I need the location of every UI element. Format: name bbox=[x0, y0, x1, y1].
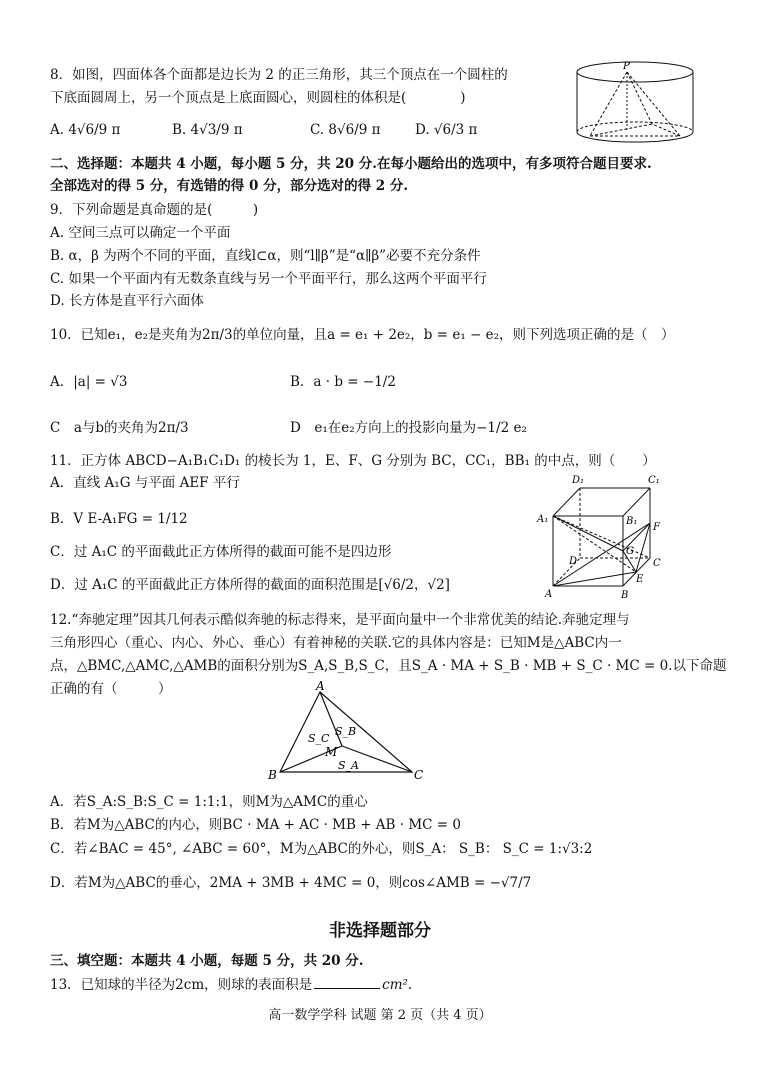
q13-text-before: 13．已知球的半径为2cm，则球的表面积是 bbox=[50, 977, 313, 993]
q9-option-a: A. 空间三点可以确定一个平面 bbox=[50, 225, 231, 241]
q8-stem-line2: 下底面圆周上，另一个顶点是上底面圆心，则圆柱的体积是( ) bbox=[50, 90, 466, 106]
q10-option-b: B．a · b = −1/2 bbox=[290, 374, 396, 390]
non-choice-section-title: 非选择题部分 bbox=[329, 921, 431, 941]
q12-label-m: M bbox=[325, 745, 338, 759]
section3-heading: 三、填空题：本题共 4 小题，每题 5 分，共 20 分. bbox=[50, 953, 364, 969]
q8-stem-line1: 8．如图，四面体各个面都是边长为 2 的正三角形，其三个顶点在一个圆柱的 bbox=[50, 67, 508, 83]
q11-label-e: E bbox=[636, 574, 644, 585]
q8-figure-label-p: P bbox=[623, 61, 630, 72]
q12-line2: 三角形四心（重心、内心、外心、垂心）有着神秘的关联.它的具体内容是：已知M是△ABC内一 bbox=[50, 635, 622, 651]
q8-option-a: A. 4√6/9 π bbox=[50, 122, 121, 138]
q10-stem: 10．已知e₁，e₂是夹角为2π/3的单位向量，且a = e₁ + 2e₂，b = e₁ − e₂，则下列选项正确的是（ ） bbox=[50, 327, 675, 343]
q13-answer-blank bbox=[314, 975, 380, 989]
q12-label-sa: S_A bbox=[338, 759, 359, 772]
q11-cube-figure bbox=[535, 474, 675, 604]
q12-label-b: B bbox=[268, 768, 277, 782]
q11-label-c: C bbox=[653, 558, 661, 569]
q12-option-a: A．若S_A:S_B:S_C = 1:1:1，则M为△AMC的重心 bbox=[50, 794, 368, 810]
q13-line bbox=[50, 975, 412, 994]
section2-heading-line2: 全部选对的得 5 分，有选错的得 0 分，部分选对的得 2 分. bbox=[50, 178, 409, 194]
q11-label-d1: D₁ bbox=[572, 475, 585, 486]
q11-stem: 11．正方体 ABCD−A₁B₁C₁D₁ 的棱长为 1，E、F、G 分别为 BC，CC₁，BB₁ 的中点，则（ ） bbox=[50, 453, 656, 469]
q10-option-d: D e₁在e₂方向上的投影向量为−1/2 e₂ bbox=[290, 420, 527, 436]
q12-label-sc: S_C bbox=[308, 732, 330, 745]
q9-option-b: B. α，β 为两个不同的平面，直线l⊂α，则“l∥β”是“α∥β”必要不充分条件 bbox=[50, 248, 481, 264]
q9-option-c: C. 如果一个平面内有无数条直线与另一个平面平行，那么这两个平面平行 bbox=[50, 271, 487, 287]
q11-label-a: A bbox=[545, 589, 553, 600]
q8-cylinder-figure bbox=[570, 58, 700, 150]
q11-label-b: B bbox=[621, 590, 629, 601]
q10-option-a: A．|a| = √3 bbox=[50, 374, 128, 390]
q9-stem: 9．下列命题是真命题的是( ) bbox=[50, 202, 259, 218]
q11-label-f: F bbox=[653, 522, 660, 533]
q12-option-c: C．若∠BAC = 45°, ∠ABC = 60°，M为△ABC的外心，则S_A： S_B： S_C = 1:√3:2 bbox=[50, 841, 593, 857]
q11-option-a: A．直线 A₁G 与平面 AEF 平行 bbox=[50, 475, 240, 491]
q11-option-d: D．过 A₁C 的平面截此正方体所得的截面的面积范围是[√6/2，√2] bbox=[50, 577, 450, 593]
q11-label-a1: A₁ bbox=[537, 514, 549, 525]
q11-label-b1: B₁ bbox=[626, 516, 638, 527]
q12-line4: 正确的有（ ） bbox=[50, 681, 172, 697]
q12-line3: 点，△BMC,△AMC,△AMB的面积分别为S_A,S_B,S_C，且S_A · MA + S_B · MB + S_C · MC = 0.以下命题 bbox=[50, 658, 727, 674]
q11-label-d: D bbox=[569, 556, 578, 567]
q13-unit: cm². bbox=[382, 977, 413, 993]
q8-option-d: D. √6/3 π bbox=[415, 122, 478, 138]
q12-option-b: B．若M为△ABC的内心，则BC · MA + AC · MB + AB · MC = 0 bbox=[50, 817, 461, 833]
q12-triangle-figure bbox=[262, 680, 432, 785]
q11-option-b: B．V E-A₁FG = 1/12 bbox=[50, 511, 188, 527]
q12-line1: 12.“奔驰定理”因其几何表示酷似奔驰的标志得来，是平面向量中一个非常优美的结论.奔驰定理与 bbox=[50, 612, 630, 628]
q10-option-c: C a与b的夹角为2π/3 bbox=[50, 420, 189, 436]
q9-option-d: D. 长方体是直平行六面体 bbox=[50, 293, 204, 309]
q11-label-g: G bbox=[626, 546, 634, 557]
q8-option-b: B. 4√3/9 π bbox=[172, 122, 243, 138]
q8-option-c: C. 8√6/9 π bbox=[310, 122, 381, 138]
q12-option-d: D．若M为△ABC的垂心，2MA + 3MB + 4MC = 0，则cos∠AMB = −√7/7 bbox=[50, 875, 532, 891]
q12-label-sb: S_B bbox=[335, 725, 357, 738]
q12-label-c: C bbox=[414, 768, 424, 782]
q11-option-c: C．过 A₁C 的平面截此正方体所得的截面可能不是四边形 bbox=[50, 544, 392, 560]
q12-label-a: A bbox=[316, 680, 325, 693]
section2-heading-line1: 二、选择题：本题共 4 小题，每小题 5 分，共 20 分.在每小题给出的选项中，有多项符合题目要求. bbox=[50, 156, 652, 172]
page-footer: 高一数学学科 试题 第 2 页（共 4 页） bbox=[268, 1008, 492, 1023]
q11-label-c1: C₁ bbox=[648, 475, 660, 486]
